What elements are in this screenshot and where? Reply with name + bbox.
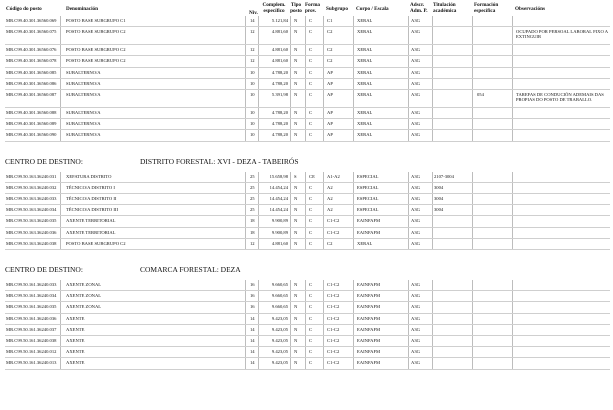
- cell-nivel: 25: [250, 207, 255, 213]
- cell-forma: C: [309, 304, 313, 310]
- cell-corpo: EAINFAFM: [357, 229, 381, 235]
- cell-titulacion: 3004: [434, 184, 444, 190]
- header-formacion: Formación específica: [474, 2, 499, 14]
- cell-tipo: N: [294, 338, 298, 343]
- cell-corpo: XERAL: [357, 80, 373, 86]
- cell-denominacion: SUBALTERNO/A: [66, 110, 101, 115]
- cell-complemento: 14.454,24: [269, 207, 288, 213]
- cell-nivel: 10: [250, 110, 255, 115]
- cell-nivel: 14: [250, 315, 255, 321]
- cell-subgrupo: C1-C2: [327, 338, 340, 343]
- cell-denominacion: TÉCNICO/A DISTRITO III: [66, 207, 118, 213]
- cell-tipo: S: [294, 173, 297, 179]
- cell-tipo: N: [294, 121, 298, 127]
- cell-corpo: XERAL: [357, 29, 373, 35]
- cell-forma: C: [309, 338, 313, 343]
- cell-codigo: MR.C99.40.301.36560.090: [6, 132, 57, 138]
- header-corpo: Corpo / Escala: [356, 6, 389, 12]
- cell-nivel: 10: [250, 92, 255, 97]
- cell-tipo: N: [294, 69, 298, 75]
- cell-complemento: 4.788,20: [271, 80, 288, 86]
- cell-nivel: 10: [250, 80, 255, 86]
- cell-forma: C: [309, 229, 313, 235]
- table-row: [0, 172, 613, 183]
- cell-adscr: A3G: [411, 293, 420, 299]
- cell-forma: C: [309, 47, 313, 53]
- cell-codigo: MR.C99.40.301.36560.075: [6, 29, 57, 35]
- cell-forma: C: [309, 92, 313, 97]
- cell-adscr: A3G: [411, 315, 420, 321]
- cell-denominacion: POSTO BASE SUBGRUPO C2: [66, 58, 126, 64]
- cell-codigo: MR.C99.40.301.36560.069: [6, 18, 57, 23]
- cell-nivel: 25: [250, 184, 255, 190]
- cell-nivel: 10: [250, 132, 255, 138]
- cell-codigo: MR.C99.50.161.36240.035: [6, 304, 57, 310]
- table-row: [0, 325, 613, 336]
- cell-nivel: 16: [250, 282, 255, 287]
- cell-adscr: A3G: [411, 360, 420, 366]
- cell-forma: C: [309, 207, 313, 213]
- cell-corpo: XERAL: [357, 132, 373, 138]
- cell-forma: C: [309, 69, 313, 75]
- cell-corpo: EAINFAFM: [357, 326, 381, 332]
- cell-corpo: XERAL: [357, 69, 373, 75]
- cell-nivel: 14: [250, 360, 255, 366]
- cell-denominacion: SUBALTERNO/A: [66, 69, 101, 75]
- cell-subgrupo: C1-C2: [327, 293, 340, 299]
- cell-tipo: N: [294, 58, 298, 64]
- cell-subgrupo: C1-C2: [327, 360, 340, 366]
- cell-codigo: MR.C99.40.301.36560.086: [6, 80, 57, 86]
- cell-adscr: A3G: [411, 173, 420, 179]
- cell-adscr: A3G: [411, 282, 420, 287]
- cell-corpo: EAINFAFM: [357, 293, 381, 299]
- cell-denominacion: POSTO BASE SUBGRUPO C2: [66, 240, 126, 246]
- cell-nivel: 18: [250, 218, 255, 224]
- cell-nivel: 25: [250, 196, 255, 201]
- cell-forma: C: [309, 293, 313, 299]
- cell-nivel: 25: [250, 173, 255, 179]
- cell-adscr: A3G: [411, 304, 420, 310]
- cell-corpo: ESPECIAL: [357, 207, 379, 213]
- cell-denominacion: XEFATURA DISTRITO: [66, 173, 112, 179]
- table-row: [0, 280, 613, 291]
- cell-subgrupo: C2: [327, 47, 333, 53]
- cell-forma: C: [309, 326, 313, 332]
- cell-forma: C: [309, 240, 313, 246]
- cell-subgrupo: C2: [327, 240, 333, 246]
- table-row: [0, 108, 613, 119]
- table-row: [0, 183, 613, 194]
- cell-denominacion: SUBALTERNO/A: [66, 132, 101, 138]
- cell-adscr: A3G: [411, 184, 420, 190]
- cell-denominacion: AXENTE TERRITORIAL: [66, 229, 116, 235]
- cell-subgrupo: AP: [327, 121, 333, 127]
- cell-denominacion: SUBALTERNO/A: [66, 121, 101, 127]
- cell-nivel: 10: [250, 69, 255, 75]
- cell-forma: C: [309, 184, 313, 190]
- section-name: DISTRITO FORESTAL: XVI - DEZA - TABEIRÓS: [140, 156, 299, 166]
- cell-subgrupo: A2: [327, 207, 333, 213]
- cell-complemento: 9.423,05: [271, 360, 288, 366]
- header-codigo: Código do posto: [6, 6, 42, 12]
- cell-codigo: MR.C99.40.301.36560.089: [6, 121, 57, 127]
- cell-forma: C: [309, 29, 313, 35]
- table-row: [0, 79, 613, 90]
- cell-complemento: 14.454,24: [269, 196, 288, 201]
- cell-subgrupo: A2: [327, 184, 333, 190]
- cell-tipo: N: [294, 132, 298, 138]
- cell-nivel: 14: [250, 326, 255, 332]
- cell-tipo: N: [294, 80, 298, 86]
- cell-subgrupo: C1-C2: [327, 282, 340, 287]
- cell-corpo: EAINFAFM: [357, 282, 381, 287]
- cell-codigo: MR.C99.40.301.36560.085: [6, 69, 57, 75]
- cell-titulacion: 2107-3004: [434, 173, 454, 179]
- table-row: [0, 68, 613, 79]
- cell-subgrupo: C1-C2: [327, 349, 340, 355]
- cell-complemento: 4.881,60: [271, 240, 288, 246]
- cell-codigo: MR.C99.40.301.36560.088: [6, 110, 57, 115]
- cell-corpo: XERAL: [357, 110, 373, 115]
- cell-adscr: A3G: [411, 218, 420, 224]
- table-row: [0, 27, 613, 45]
- cell-tipo: N: [294, 196, 298, 201]
- cell-subgrupo: AP: [327, 132, 333, 138]
- header-tipo: Tipo posto: [290, 2, 302, 14]
- cell-denominacion: POSTO BASE SUBGRUPO C1: [66, 18, 126, 23]
- cell-complemento: 5.391,98: [271, 92, 288, 97]
- cell-codigo: MR.C99.50.161.36240.033: [6, 282, 57, 287]
- cell-nivel: 12: [250, 29, 255, 35]
- cell-codigo: MR.C99.50.161.36240.038: [6, 338, 57, 343]
- cell-nivel: 18: [250, 229, 255, 235]
- cell-complemento: 5.121,84: [271, 18, 288, 23]
- cell-subgrupo: C1-C2: [327, 229, 340, 235]
- cell-tipo: N: [294, 207, 298, 213]
- cell-subgrupo: C1-C2: [327, 326, 340, 332]
- cell-adscr: A3G: [411, 229, 420, 235]
- cell-denominacion: AXENTE: [66, 326, 85, 332]
- cell-forma: C: [309, 58, 313, 64]
- cell-codigo: MR.C99.50.163.36240.036: [6, 229, 57, 235]
- cell-complemento: 9.423,05: [271, 315, 288, 321]
- cell-codigo: MR.C99.50.163.36240.032: [6, 184, 57, 190]
- cell-tipo: N: [294, 240, 298, 246]
- table-row: [0, 358, 613, 369]
- cell-formacion: 054: [477, 92, 484, 97]
- table-row: [0, 228, 613, 239]
- cell-codigo: MR.C99.50.163.36240.035: [6, 218, 57, 224]
- cell-denominacion: AXENTE: [66, 360, 85, 366]
- table-row: [0, 239, 613, 250]
- cell-subgrupo: C2: [327, 29, 333, 35]
- cell-forma: C: [309, 360, 313, 366]
- cell-corpo: EAINFAFM: [357, 218, 381, 224]
- cell-corpo: EAINFAFM: [357, 360, 381, 366]
- section-name: COMARCA FORESTAL: DEZA: [140, 265, 241, 274]
- cell-complemento: 14.454,24: [269, 184, 288, 190]
- table-row: [0, 347, 613, 358]
- cell-forma: C: [309, 110, 313, 115]
- cell-nivel: 14: [250, 338, 255, 343]
- cell-denominacion: AXENTE: [66, 349, 85, 355]
- cell-tipo: N: [294, 229, 298, 235]
- table-row: [0, 130, 613, 141]
- header-subgrupo: Subgrupo: [326, 6, 348, 12]
- cell-nivel: 12: [250, 58, 255, 64]
- cell-corpo: XERAL: [357, 47, 373, 53]
- cell-tipo: N: [294, 293, 298, 299]
- cell-subgrupo: C2: [327, 58, 333, 64]
- cell-forma: C: [309, 315, 313, 321]
- cell-denominacion: AXENTE ZONAL: [66, 282, 102, 287]
- cell-codigo: MR.C99.50.163.36240.033: [6, 196, 57, 201]
- cell-adscr: A3G: [411, 196, 420, 201]
- cell-denominacion: AXENTE ZONAL: [66, 293, 102, 299]
- cell-denominacion: AXENTE TERRITORIAL: [66, 218, 116, 224]
- cell-nivel: 16: [250, 293, 255, 299]
- cell-tipo: N: [294, 18, 298, 23]
- cell-adscr: A3G: [411, 58, 420, 64]
- header-denominacion: Denominación: [66, 6, 98, 12]
- cell-codigo: MR.C99.40.301.36560.076: [6, 47, 57, 53]
- cell-subgrupo: AP: [327, 92, 333, 97]
- cell-corpo: EAINFAFM: [357, 349, 381, 355]
- cell-forma: C: [309, 218, 313, 224]
- cell-adscr: A3G: [411, 29, 420, 35]
- cell-forma: C: [309, 196, 313, 201]
- section-label: CENTRO DE DESTINO:: [5, 265, 83, 274]
- table-row: [0, 90, 613, 108]
- cell-complemento: 9.900,89: [271, 229, 288, 235]
- cell-denominacion: TÉCNICO/A DISTRITO I: [66, 184, 115, 190]
- cell-corpo: XERAL: [357, 18, 373, 23]
- cell-adscr: A3G: [411, 92, 420, 97]
- cell-complemento: 9.423,05: [271, 326, 288, 332]
- cell-complemento: 9.660,65: [271, 293, 288, 299]
- cell-forma: C: [309, 80, 313, 86]
- cell-corpo: ESPECIAL: [357, 184, 379, 190]
- cell-forma: C: [309, 349, 313, 355]
- cell-complemento: 15.658,98: [269, 173, 288, 179]
- cell-complemento: 9.423,05: [271, 338, 288, 343]
- cell-tipo: N: [294, 110, 298, 115]
- cell-adscr: A3G: [411, 110, 420, 115]
- cell-observacions: TAREFAS DE CONDUCIÓN ADEMAIS DAS PROPIAS DO POSTO DE TRABALLO.: [516, 92, 604, 102]
- cell-denominacion: SUBALTERNO/A: [66, 92, 101, 97]
- cell-adscr: A3G: [411, 338, 420, 343]
- cell-forma: C: [309, 282, 313, 287]
- cell-codigo: MR.C99.50.163.36240.031: [6, 173, 57, 179]
- cell-complemento: 4.788,20: [271, 69, 288, 75]
- cell-adscr: A3G: [411, 121, 420, 127]
- cell-corpo: ESPECIAL: [357, 173, 379, 179]
- cell-forma: C: [309, 18, 313, 23]
- cell-adscr: A3G: [411, 69, 420, 75]
- cell-corpo: EAINFAFM: [357, 315, 381, 321]
- table-row: [0, 194, 613, 205]
- cell-complemento: 4.788,20: [271, 110, 288, 115]
- table-row: [0, 336, 613, 347]
- table-row: [0, 16, 613, 27]
- cell-forma: C: [309, 121, 313, 127]
- cell-subgrupo: AP: [327, 69, 333, 75]
- cell-complemento: 9.660,65: [271, 282, 288, 287]
- cell-codigo: MR.C99.50.161.36240.036: [6, 315, 57, 321]
- cell-subgrupo: C1-C2: [327, 218, 340, 224]
- cell-adscr: A3G: [411, 240, 420, 246]
- cell-denominacion: POSTO BASE SUBGRUPO C2: [66, 29, 126, 35]
- cell-forma: C: [309, 132, 313, 138]
- cell-complemento: 4.881,60: [271, 47, 288, 53]
- cell-subgrupo: A1-A2: [327, 173, 340, 179]
- cell-denominacion: SUBALTERNO/A: [66, 80, 101, 86]
- cell-denominacion: TÉCNICO/A DISTRITO II: [66, 196, 117, 201]
- section-heading: [5, 156, 605, 168]
- cell-denominacion: AXENTE ZONAL: [66, 304, 102, 310]
- cell-tipo: N: [294, 218, 298, 224]
- cell-titulacion: 3004: [434, 207, 444, 213]
- cell-tipo: N: [294, 92, 298, 97]
- cell-corpo: EAINFAFM: [357, 304, 381, 310]
- cell-codigo: MR.C99.50.163.36240.038: [6, 240, 57, 246]
- cell-tipo: N: [294, 326, 298, 332]
- cell-forma: CE: [309, 173, 315, 179]
- header-adscr: Adscr. Adm. P.: [410, 2, 428, 14]
- cell-nivel: 14: [250, 349, 255, 355]
- cell-adscr: A3G: [411, 80, 420, 86]
- cell-subgrupo: C1: [327, 18, 333, 23]
- table-row: [0, 205, 613, 216]
- cell-complemento: 9.660,65: [271, 304, 288, 310]
- cell-tipo: N: [294, 29, 298, 35]
- header-titulacion: Titulación académica: [433, 2, 457, 14]
- cell-corpo: XERAL: [357, 121, 373, 127]
- cell-nivel: 10: [250, 121, 255, 127]
- cell-complemento: 4.788,20: [271, 132, 288, 138]
- cell-adscr: A3G: [411, 132, 420, 138]
- cell-titulacion: 3004: [434, 196, 444, 201]
- cell-subgrupo: C1-C2: [327, 315, 340, 321]
- cell-observacions: OCUPADO POR PERSOAL LABORAL FIXO A EXTINGUIR: [516, 29, 608, 40]
- cell-adscr: A3G: [411, 207, 420, 213]
- section-heading: [5, 264, 605, 276]
- cell-tipo: N: [294, 47, 298, 53]
- cell-corpo: ESPECIAL: [357, 196, 379, 201]
- cell-tipo: N: [294, 282, 298, 287]
- cell-nivel: 16: [250, 304, 255, 310]
- table-row: [0, 56, 613, 67]
- table-row: [0, 216, 613, 227]
- cell-subgrupo: C1-C2: [327, 304, 340, 310]
- cell-complemento: 9.423,05: [271, 349, 288, 355]
- cell-tipo: N: [294, 349, 298, 355]
- cell-codigo: MR.C99.50.163.36240.034: [6, 207, 57, 213]
- cell-tipo: N: [294, 184, 298, 190]
- cell-adscr: A3G: [411, 47, 420, 53]
- cell-denominacion: AXENTE: [66, 338, 85, 343]
- cell-codigo: MR.C99.50.161.36240.012: [6, 349, 57, 355]
- table-row: [0, 45, 613, 56]
- cell-adscr: A3G: [411, 349, 420, 355]
- cell-codigo: MR.C99.40.301.36560.078: [6, 58, 57, 64]
- cell-subgrupo: A2: [327, 196, 333, 201]
- section-label: CENTRO DE DESTINO:: [5, 156, 83, 166]
- cell-subgrupo: AP: [327, 110, 333, 115]
- header-observacions: Observacións: [515, 6, 545, 12]
- cell-codigo: MR.C99.40.301.36560.087: [6, 92, 57, 97]
- cell-codigo: MR.C99.50.161.36240.013: [6, 360, 57, 366]
- table-row: [0, 291, 613, 302]
- cell-corpo: XERAL: [357, 58, 373, 64]
- cell-nivel: 14: [250, 18, 255, 23]
- cell-complemento: 4.788,20: [271, 121, 288, 127]
- cell-denominacion: POSTO BASE SUBGRUPO C2: [66, 47, 126, 53]
- cell-nivel: 12: [250, 47, 255, 53]
- table-row: [0, 314, 613, 325]
- cell-tipo: N: [294, 315, 298, 321]
- cell-complemento: 4.881,60: [271, 29, 288, 35]
- cell-codigo: MR.C99.50.161.36240.034: [6, 293, 57, 299]
- cell-nivel: 12: [250, 240, 255, 246]
- header-forma: Forma prov.: [305, 2, 320, 14]
- table-row: [0, 302, 613, 313]
- cell-tipo: N: [294, 304, 298, 310]
- cell-corpo: XERAL: [357, 92, 373, 97]
- cell-complemento: 9.900,89: [271, 218, 288, 224]
- cell-tipo: N: [294, 360, 298, 366]
- cell-corpo: XERAL: [357, 240, 373, 246]
- cell-adscr: A3G: [411, 18, 420, 23]
- cell-corpo: EAINFAFM: [357, 338, 381, 343]
- cell-adscr: A3G: [411, 326, 420, 332]
- cell-subgrupo: AP: [327, 80, 333, 86]
- table-row: [0, 119, 613, 130]
- header-nivel: Niv.: [249, 10, 258, 16]
- cell-denominacion: AXENTE: [66, 315, 85, 321]
- cell-complemento: 4.881,60: [271, 58, 288, 64]
- header-complemento: Complem. específico: [262, 2, 286, 14]
- cell-codigo: MR.C99.50.161.36240.037: [6, 326, 57, 332]
